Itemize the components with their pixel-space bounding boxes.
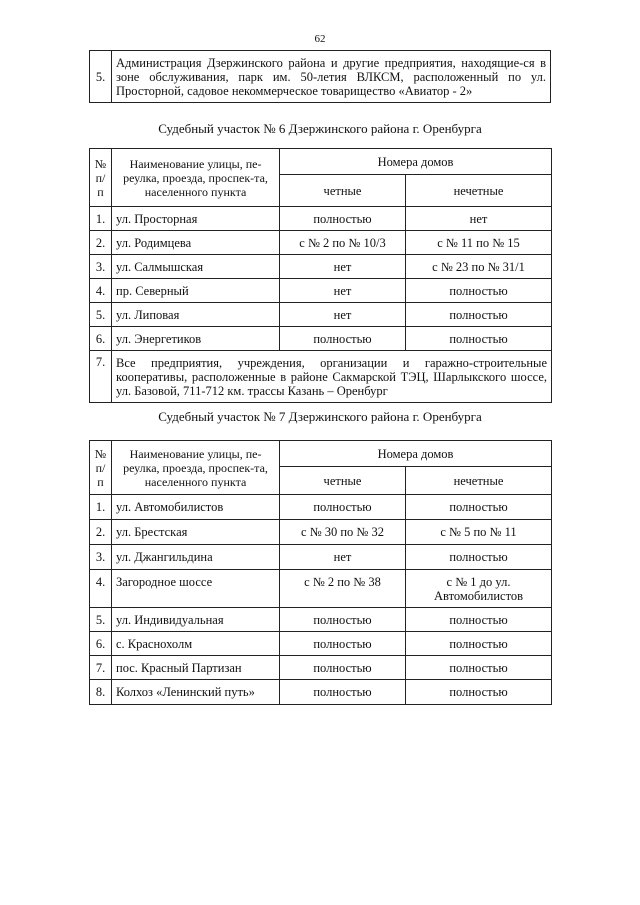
header-odd: нечетные bbox=[406, 175, 552, 207]
odd-houses: полностью bbox=[406, 279, 552, 303]
header-name: Наименование улицы, пе-реулка, проезда, проспек-та, населенного пункта bbox=[112, 149, 280, 207]
table-row bbox=[90, 327, 552, 351]
table-row bbox=[90, 255, 552, 279]
even-houses: полностью bbox=[280, 327, 406, 351]
header-odd: нечетные bbox=[406, 467, 552, 495]
even-houses: полностью bbox=[280, 680, 406, 705]
table-row bbox=[90, 520, 552, 545]
table-row bbox=[90, 608, 552, 632]
table-row bbox=[90, 51, 551, 103]
row-number: 4. bbox=[90, 570, 112, 608]
street-name: ул. Брестская bbox=[112, 520, 280, 545]
odd-houses: полностью bbox=[406, 656, 552, 680]
street-name: с. Краснохолм bbox=[112, 632, 280, 656]
table-row bbox=[90, 656, 552, 680]
top-continuation-table bbox=[89, 50, 551, 103]
even-houses: с № 2 по № 38 bbox=[280, 570, 406, 608]
row-number: 4. bbox=[90, 279, 112, 303]
row-number: 7. bbox=[90, 351, 112, 403]
header-even: четные bbox=[280, 467, 406, 495]
odd-houses: полностью bbox=[406, 327, 552, 351]
header-num: № п/п bbox=[90, 441, 112, 495]
row-number: 5. bbox=[90, 303, 112, 327]
table-row bbox=[90, 570, 552, 608]
header-row bbox=[90, 149, 552, 175]
street-name: ул. Автомобилистов bbox=[112, 495, 280, 520]
street-name: ул. Липовая bbox=[112, 303, 280, 327]
odd-houses: полностью bbox=[406, 680, 552, 705]
section7-title: Судебный участок № 7 Дзержинского района г. Оренбурга bbox=[158, 409, 482, 424]
page-number: 62 bbox=[314, 33, 326, 45]
odd-houses: нет bbox=[406, 207, 552, 231]
street-name: Колхоз «Ленинский путь» bbox=[112, 680, 280, 705]
even-houses: с № 30 по № 32 bbox=[280, 520, 406, 545]
row-number: 5. bbox=[90, 51, 112, 103]
row-text: Администрация Дзержинского района и другие предприятия, находящие-ся в зоне обслуживания, парк им. 50-летия ВЛКСМ, расположенный по ул. Просторной, садовое некоммерческое товарищество «Авиатор - 2» bbox=[112, 51, 551, 103]
header-name: Наименование улицы, пе-реулка, проезда, проспек-та, населенного пункта bbox=[112, 441, 280, 495]
table-row bbox=[90, 545, 552, 570]
table-row bbox=[90, 351, 552, 403]
section6-title: Судебный участок № 6 Дзержинского района г. Оренбурга bbox=[158, 121, 482, 136]
odd-houses: полностью bbox=[406, 545, 552, 570]
street-name: ул. Салмышская bbox=[112, 255, 280, 279]
street-name: ул. Джангильдина bbox=[112, 545, 280, 570]
odd-houses: с № 23 по № 31/1 bbox=[406, 255, 552, 279]
table-row bbox=[90, 495, 552, 520]
street-name: ул. Энергетиков bbox=[112, 327, 280, 351]
odd-houses: с № 1 до ул. Автомобилистов bbox=[406, 570, 552, 608]
table-row bbox=[90, 303, 552, 327]
row-number: 8. bbox=[90, 680, 112, 705]
section7-table bbox=[89, 440, 552, 705]
section6-table bbox=[89, 148, 552, 403]
street-name: пос. Красный Партизан bbox=[112, 656, 280, 680]
table-row bbox=[90, 632, 552, 656]
header-row bbox=[90, 441, 552, 467]
even-houses: нет bbox=[280, 545, 406, 570]
odd-houses: с № 5 по № 11 bbox=[406, 520, 552, 545]
row-number: 5. bbox=[90, 608, 112, 632]
header-even: четные bbox=[280, 175, 406, 207]
even-houses: полностью bbox=[280, 656, 406, 680]
header-houses: Номера домов bbox=[280, 149, 552, 175]
row-number: 2. bbox=[90, 231, 112, 255]
even-houses: нет bbox=[280, 303, 406, 327]
row-number: 1. bbox=[90, 207, 112, 231]
even-houses: полностью bbox=[280, 207, 406, 231]
row-number: 7. bbox=[90, 656, 112, 680]
even-houses: нет bbox=[280, 255, 406, 279]
table-row bbox=[90, 207, 552, 231]
even-houses: нет bbox=[280, 279, 406, 303]
row-number: 6. bbox=[90, 327, 112, 351]
row-text: Все предприятия, учреждения, организации и гаражно-строительные кооперативы, расположенные в районе Сакмарской ТЭЦ, Шарлыкского шоссе, ул. Базовой, 711-712 км. трассы Казань – Оренбург bbox=[112, 351, 552, 403]
table-row bbox=[90, 680, 552, 705]
odd-houses: полностью bbox=[406, 608, 552, 632]
row-number: 3. bbox=[90, 545, 112, 570]
odd-houses: полностью bbox=[406, 303, 552, 327]
even-houses: полностью bbox=[280, 495, 406, 520]
row-number: 1. bbox=[90, 495, 112, 520]
header-num: № п/п bbox=[90, 149, 112, 207]
table-row bbox=[90, 231, 552, 255]
even-houses: полностью bbox=[280, 608, 406, 632]
odd-houses: полностью bbox=[406, 495, 552, 520]
street-name: ул. Родимцева bbox=[112, 231, 280, 255]
street-name: ул. Индивидуальная bbox=[112, 608, 280, 632]
odd-houses: с № 11 по № 15 bbox=[406, 231, 552, 255]
row-number: 2. bbox=[90, 520, 112, 545]
header-houses: Номера домов bbox=[280, 441, 552, 467]
even-houses: полностью bbox=[280, 632, 406, 656]
street-name: Загородное шоссе bbox=[112, 570, 280, 608]
table-row bbox=[90, 279, 552, 303]
odd-houses: полностью bbox=[406, 632, 552, 656]
row-number: 6. bbox=[90, 632, 112, 656]
even-houses: с № 2 по № 10/3 bbox=[280, 231, 406, 255]
street-name: ул. Просторная bbox=[112, 207, 280, 231]
row-number: 3. bbox=[90, 255, 112, 279]
street-name: пр. Северный bbox=[112, 279, 280, 303]
